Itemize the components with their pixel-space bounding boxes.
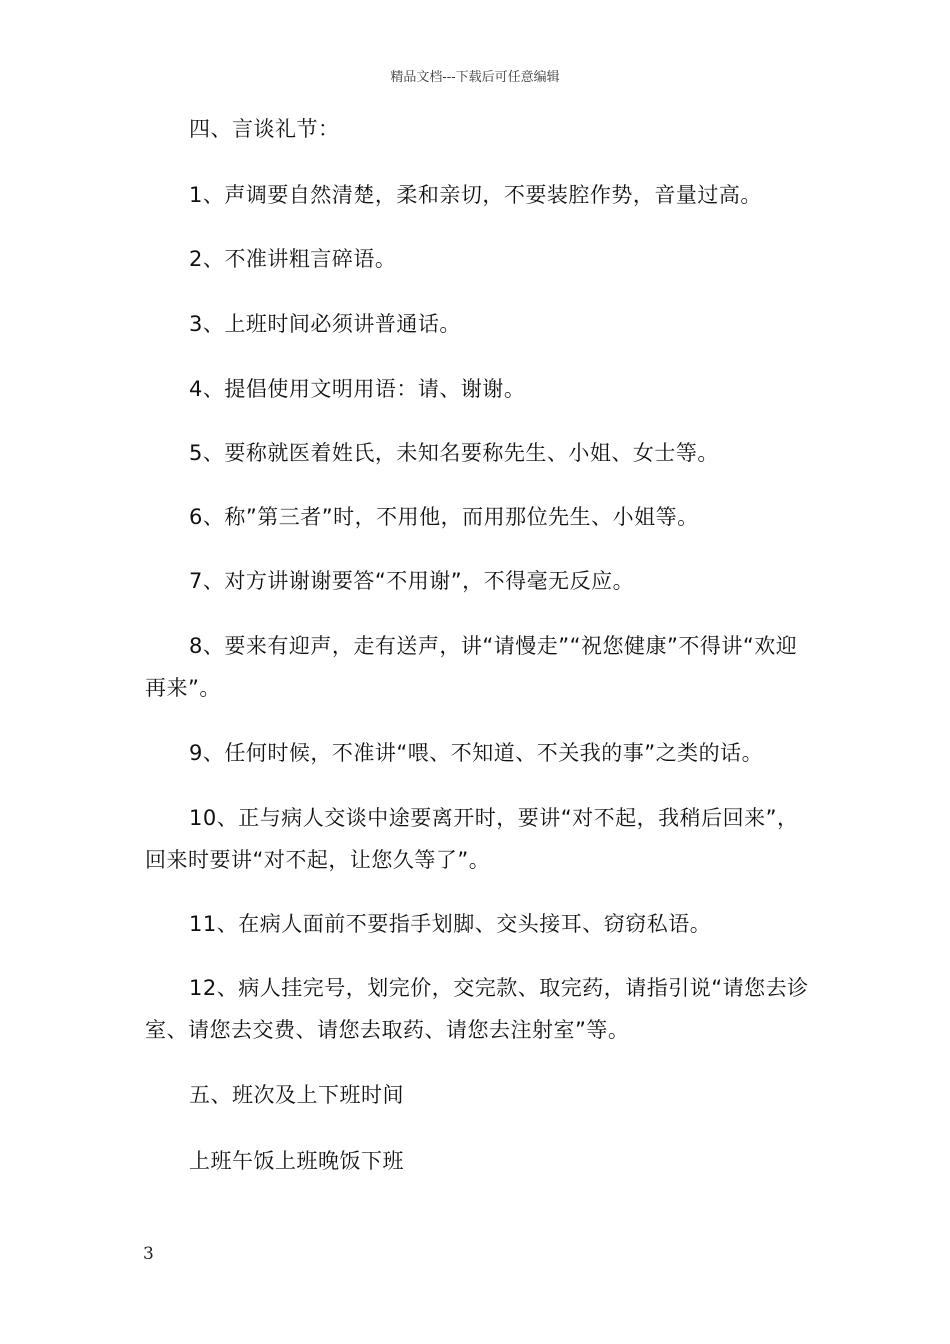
paragraph-item-5: 5、要称就医着姓氏，未知名要称先生、小姐、女士等。 <box>189 441 719 465</box>
paragraph-item-2: 2、不准讲粗言碎语。 <box>189 247 397 271</box>
page-header: 精品文档---下载后可任意编辑 <box>390 70 560 85</box>
paragraph-item-9: 9、任何时候，不准讲“喂、不知道、不关我的事”之类的话。 <box>189 741 764 765</box>
paragraph-item-7: 7、对方讲谢谢要答“不用谢”，不得毫无反应。 <box>189 569 635 593</box>
paragraph-item-4: 4、提倡使用文明用语：请、谢谢。 <box>189 377 526 401</box>
section-heading-4: 四、言谈礼节： <box>189 117 340 141</box>
paragraph-item-8: 8、要来有迎声，走有送声，讲“请慢走”“祝您健康”不得讲“欢迎再来”。 <box>145 634 798 700</box>
section-heading-5: 五、班次及上下班时间 <box>189 1083 404 1107</box>
paragraph-item-6: 6、称”第三者”时，不用他，而用那位先生、小姐等。 <box>189 505 699 529</box>
paragraph-item-10: 10、正与病人交谈中途要离开时，要讲“对不起，我稍后回来”，回来时要讲“对不起，让您久等了”。 <box>145 806 799 872</box>
paragraph-item-3: 3、上班时间必须讲普通话。 <box>189 312 461 336</box>
paragraph-item-11: 11、在病人面前不要指手划脚、交头接耳、窃窃私语。 <box>189 912 712 936</box>
paragraph-item-1: 1、声调要自然清楚，柔和亲切，不要装腔作势，音量过高。 <box>189 183 762 207</box>
schedule-line: 上班午饭上班晚饭下班 <box>189 1149 404 1173</box>
paragraph-item-12: 12、病人挂完号，划完价，交完款、取完药，请指引说“请您去诊室、请您去交费、请您去取药、请您去注射室”等。 <box>145 976 809 1042</box>
page-number: 3 <box>143 1244 154 1264</box>
